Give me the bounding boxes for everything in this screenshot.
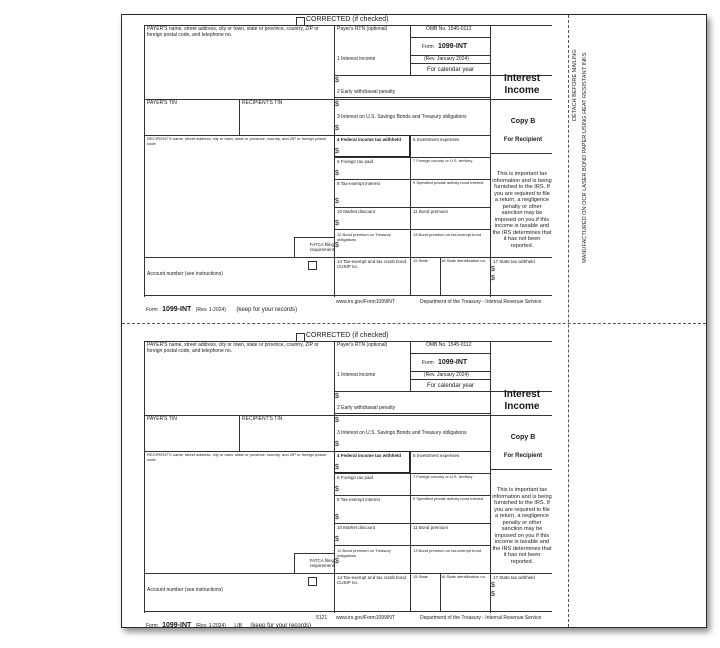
form-number: 1099-INT	[438, 359, 468, 366]
box-8-label: 8 Tax-exempt interest	[337, 181, 380, 186]
box-4-label: 4 Federal income tax withheld	[337, 137, 402, 142]
recipient-tin-label: RECIPIENT'S TIN	[242, 416, 283, 422]
important-tax-info-text: This is important tax information and is being furnished to the IRS. If you are required to file a return, a negligence penalty or other sanction may be imposed on you if this income is taxable and the IRS determines that it has not been reported.	[492, 487, 552, 565]
box-2-label: 2 Early withdrawal penalty	[337, 89, 396, 95]
copy-label: Copy B	[510, 118, 536, 125]
payer-rtn-label: Payer's RTN (optional)	[337, 342, 388, 348]
form-title-line-1: Interest	[503, 389, 541, 400]
payer-info-label: PAYER'S name, street address, city or town, state or province, country, ZIP or foreign postal code, and telephone no.	[147, 26, 319, 38]
omb-number: OMB No. 1545-0112	[426, 342, 472, 348]
footer-form-word: Form	[146, 307, 158, 313]
box-6-label: 6 Foreign tax paid	[337, 475, 374, 480]
footer-keep: (keep for your records)	[250, 623, 312, 629]
footer-rev: (Rev. 1-2024)	[195, 307, 226, 313]
form-title	[492, 73, 552, 97]
payer-tin-label: PAYER'S TIN	[147, 416, 177, 422]
account-number-label: Account number (see instructions)	[147, 271, 223, 277]
box-5-label: 5 Investment expenses	[413, 453, 460, 458]
rev-date: (Rev. January 2024)	[424, 372, 469, 378]
box-1-dollar: $	[335, 393, 339, 400]
copy-label: Copy B	[510, 434, 536, 441]
footer-url: www.irs.gov/Form1099INT	[336, 615, 395, 621]
form-title-line-2: Income	[504, 401, 540, 412]
form-word: Form	[422, 44, 434, 50]
box-2-label: 2 Early withdrawal penalty	[337, 405, 396, 411]
footer-keep: (keep for your records)	[236, 307, 298, 313]
account-number-label: Account number (see instructions)	[147, 587, 223, 593]
box-14-label: 14 Tax-exempt and tax credit bond CUSIP no.	[337, 259, 406, 269]
form-1099-int-top	[144, 15, 552, 311]
box-17-dollar-2: $	[491, 275, 495, 282]
box-3-dollar: $	[335, 441, 339, 448]
for-recipient-label: For Recipient	[503, 137, 543, 143]
footer-form-number: 1099-INT	[162, 306, 192, 313]
box-17-label: 17 State tax withheld	[493, 259, 535, 264]
form-title-line-2: Income	[504, 85, 540, 96]
box-3-label: 3 Interest on U.S. Savings Bonds and Treasury obligations	[337, 430, 467, 436]
form-word: Form	[422, 360, 434, 366]
form-title-line-1: Interest	[503, 73, 541, 84]
box-6-dollar: $	[335, 170, 339, 177]
form-footer	[146, 614, 311, 632]
box-12-label: 12 Bond premium on Treasury obligations	[337, 548, 391, 558]
box-9-label: 9 Specified private activity bond interest	[413, 496, 484, 501]
box-11-label: 11 Bond premium	[413, 525, 449, 530]
box-4-label: 4 Federal income tax withheld	[337, 453, 402, 458]
box-1-label: 1 Interest income	[337, 56, 376, 62]
corrected-label: CORRECTED (if checked)	[306, 332, 389, 339]
recipient-tin-label: RECIPIENT'S TIN	[242, 100, 283, 106]
box-15-label: 15 State	[413, 258, 428, 263]
footer-department: Department of the Treasury - Internal Revenue Service	[420, 615, 542, 621]
footer-rev: (Rev. 1-2024)	[195, 623, 226, 629]
box-7-label: 7 Foreign country or U.S. territory	[413, 474, 473, 479]
box-8-dollar: $	[335, 514, 339, 521]
box-12-label: 12 Bond premium on Treasury obligations	[337, 232, 391, 242]
recipient-info-label: RECIPIENT'S name, street address, city or town, state or province, country, and ZIP or foreign postal code	[147, 452, 326, 462]
fatca-checkbox[interactable]	[308, 577, 317, 586]
manufactured-on-ocr-text: MANUFACTURED ON OCR LASER BOND PAPER USING HEAT RESISTANT INKS	[582, 52, 588, 263]
box-4-dollar: $	[335, 148, 339, 155]
box-16-label: 16 State identification no.	[441, 258, 486, 263]
detach-before-mailing-text: DETACH BEFORE MAILING	[572, 49, 578, 121]
box-6-label: 6 Foreign tax paid	[337, 159, 374, 164]
form-title	[492, 389, 552, 413]
footer-department: Department of the Treasury - Internal Revenue Service	[420, 299, 542, 305]
footer-lib: LIB	[234, 623, 242, 629]
for-recipient-label: For Recipient	[503, 453, 543, 459]
box-10-dollar: $	[335, 536, 339, 543]
fatca-label: FATCA filing requirement	[309, 558, 334, 568]
omb-number: OMB No. 1545-0112	[426, 26, 472, 32]
box-9-label: 9 Specified private activity bond interest	[413, 180, 484, 185]
calendar-year-label: For calendar year	[427, 67, 475, 73]
box-3-dollar: $	[335, 125, 339, 132]
recipient-info-label: RECIPIENT'S name, street address, city or town, state or province, country, and ZIP or foreign postal code	[147, 136, 326, 146]
box-12-dollar: $	[335, 558, 339, 565]
footer-form-number: 1099-INT	[162, 622, 192, 629]
box-3-label: 3 Interest on U.S. Savings Bonds and Treasury obligations	[337, 114, 467, 120]
box-2-dollar: $	[335, 417, 339, 424]
form-1099-int-bottom	[144, 331, 552, 627]
fatca-label: FATCA filing requirement	[309, 242, 334, 252]
payer-info-label: PAYER'S name, street address, city or town, state or province, country, ZIP or foreign postal code, and telephone no.	[147, 342, 319, 354]
form-number: 1099-INT	[438, 43, 468, 50]
box-8-label: 8 Tax-exempt interest	[337, 497, 380, 502]
box-13-label: 13 Bond premium on tax-exempt bond	[413, 548, 482, 553]
payer-tin-label: PAYER'S TIN	[147, 100, 177, 106]
box-10-dollar: $	[335, 220, 339, 227]
box-14-label: 14 Tax-exempt and tax credit bond CUSIP no.	[337, 575, 406, 585]
box-13-label: 13 Bond premium on tax-exempt bond	[413, 232, 482, 237]
box-17-dollar-1: $	[491, 266, 495, 273]
payer-rtn-label: Payer's RTN (optional)	[337, 26, 388, 32]
corrected-label: CORRECTED (if checked)	[306, 16, 389, 23]
horizontal-perforation	[122, 323, 706, 324]
box-10-label: 10 Market discount	[337, 209, 376, 214]
box-10-label: 10 Market discount	[337, 525, 376, 530]
box-4-dollar: $	[335, 464, 339, 471]
form-footer	[146, 298, 297, 316]
tax-form-sheet	[121, 14, 707, 628]
box-17-label: 17 State tax withheld	[493, 575, 535, 580]
vertical-perforation	[568, 15, 569, 627]
box-5-label: 5 Investment expenses	[413, 137, 460, 142]
footer-form-word: Form	[146, 623, 158, 629]
rev-date: (Rev. January 2024)	[424, 56, 469, 62]
box-2-dollar: $	[335, 101, 339, 108]
box-16-label: 16 State identification no.	[441, 574, 486, 579]
box-8-dollar: $	[335, 198, 339, 205]
box-17-dollar-2: $	[491, 591, 495, 598]
box-1-label: 1 Interest income	[337, 372, 376, 378]
box-12-dollar: $	[335, 242, 339, 249]
important-tax-info-text: This is important tax information and is being furnished to the IRS. If you are required to file a return, a negligence penalty or other sanction may be imposed on you if this income is taxable and the IRS determines that it has not been reported.	[492, 171, 552, 249]
footer-code: 5121	[316, 615, 328, 621]
box-1-dollar: $	[335, 77, 339, 84]
box-15-label: 15 State	[413, 574, 428, 579]
calendar-year-label: For calendar year	[427, 383, 475, 389]
box-17-dollar-1: $	[491, 582, 495, 589]
fatca-checkbox[interactable]	[308, 261, 317, 270]
footer-url: www.irs.gov/Form1099INT	[336, 299, 395, 305]
box-6-dollar: $	[335, 486, 339, 493]
box-7-label: 7 Foreign country or U.S. territory	[413, 158, 473, 163]
box-11-label: 11 Bond premium	[413, 209, 449, 214]
